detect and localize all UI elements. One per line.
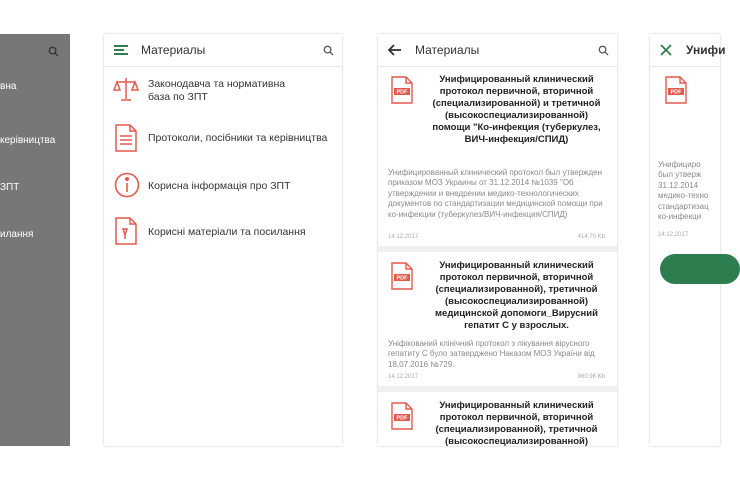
description-line: был утверж — [658, 170, 702, 180]
pdf-icon — [390, 262, 414, 295]
document-item[interactable] — [388, 260, 611, 392]
close-icon[interactable] — [660, 43, 672, 61]
document-description — [658, 160, 709, 222]
app-bar — [650, 34, 726, 67]
search-icon[interactable] — [323, 43, 334, 61]
document-icon — [114, 124, 138, 157]
drawer-item-label[interactable]: керівництва — [0, 135, 56, 146]
svg-text:PDF: PDF — [396, 415, 408, 422]
divider — [378, 386, 617, 392]
document-title: Унифицированный клинический протокол первичной, вторичной (специализированной) и третичной (высокоспециализированной) помощи "Ко-инфекция (туберкулез, ВИЧ-инфекция/СПИД) — [432, 74, 601, 145]
document-title: Унифицированный клинический протокол первичной, вторичной (специализированной), третичной (высокоспециализированной) — [435, 400, 598, 447]
document-date: 14.12.2017 — [388, 374, 419, 380]
materials-screen — [104, 34, 342, 446]
document-meta — [388, 374, 605, 380]
menu-item-info[interactable] — [114, 172, 336, 202]
divider — [378, 246, 617, 252]
search-icon[interactable] — [598, 43, 609, 61]
description-line: 31.12.2014 — [658, 180, 699, 190]
document-date: 14.12.2017 — [658, 232, 689, 238]
scales-icon — [114, 76, 138, 107]
svg-text:PDF: PDF — [670, 89, 682, 96]
menu-item-protocols[interactable] — [114, 124, 336, 156]
document-size: 960.98 Kb — [577, 374, 605, 380]
pdf-icon — [390, 76, 414, 109]
menu-item-label: база по ЗПТ — [148, 91, 208, 103]
menu-item-label: Корисна інформація про ЗПТ — [148, 180, 291, 192]
info-icon — [114, 172, 140, 203]
document-meta — [388, 234, 605, 240]
hamburger-menu-icon[interactable] — [114, 43, 128, 61]
description-line: ко-инфекци — [658, 212, 702, 222]
pdf-icon — [664, 76, 688, 109]
description-line: Унифициро — [658, 160, 701, 169]
document-item[interactable] — [388, 400, 611, 460]
menu-item-label: Корисні матеріали та посилання — [148, 226, 306, 238]
document-size: 414.70 Kb — [577, 234, 605, 240]
document-description: Уніфікований клінічний протокол з лікування вірусного гепатиту С було затверджено Наказом МОЗ України від 18.07.2016 №729. — [388, 339, 595, 369]
document-title: Унифи — [686, 43, 726, 57]
documents-screen — [378, 34, 617, 446]
page-title: Материалы — [141, 43, 206, 57]
menu-item-label: Законодавча та нормативна — [148, 78, 286, 90]
drawer-item-label[interactable]: вна — [0, 81, 17, 92]
search-icon[interactable] — [48, 44, 59, 62]
back-arrow-icon[interactable] — [388, 43, 402, 61]
file-icon — [114, 217, 138, 250]
open-document-button[interactable] — [660, 254, 740, 284]
svg-text:PDF: PDF — [396, 89, 408, 96]
document-detail-screen — [650, 34, 726, 446]
document-description: Унифицированный клинический протокол был утвержден приказом МОЗ Украины от 31.12.2014 №1039 "Об утверждении и внедрении медико-технологических документов по стандартизации медицинской помощи при ко-инфекции (туберкулез/ВИЧ-инфекция/СПИД) — [388, 168, 603, 219]
svg-text:PDF: PDF — [396, 275, 408, 282]
menu-item-useful-materials[interactable] — [114, 217, 336, 249]
document-date: 14.12.2017 — [388, 234, 419, 240]
app-bar — [104, 34, 342, 67]
document-item[interactable] — [388, 74, 611, 242]
menu-item-label: Протоколи, посібники та керівництва — [148, 132, 328, 144]
drawer-screen — [0, 34, 70, 446]
drawer-item-label[interactable]: ЗПТ — [0, 182, 20, 193]
menu-item-legislation[interactable] — [114, 76, 336, 108]
app-bar — [378, 34, 617, 67]
drawer-item-label[interactable]: илання — [0, 229, 34, 240]
pdf-icon — [390, 402, 414, 435]
document-title: Унифицированный клинический протокол первичной, вторичной (специализированной), третичной (высокоспециализированной) медицинской допомоги_Вирусний гепатит С у взрослых. — [435, 260, 598, 331]
description-line: стандартизац — [658, 201, 709, 211]
description-line: медико-техно — [658, 191, 709, 201]
page-title: Материалы — [415, 43, 480, 57]
